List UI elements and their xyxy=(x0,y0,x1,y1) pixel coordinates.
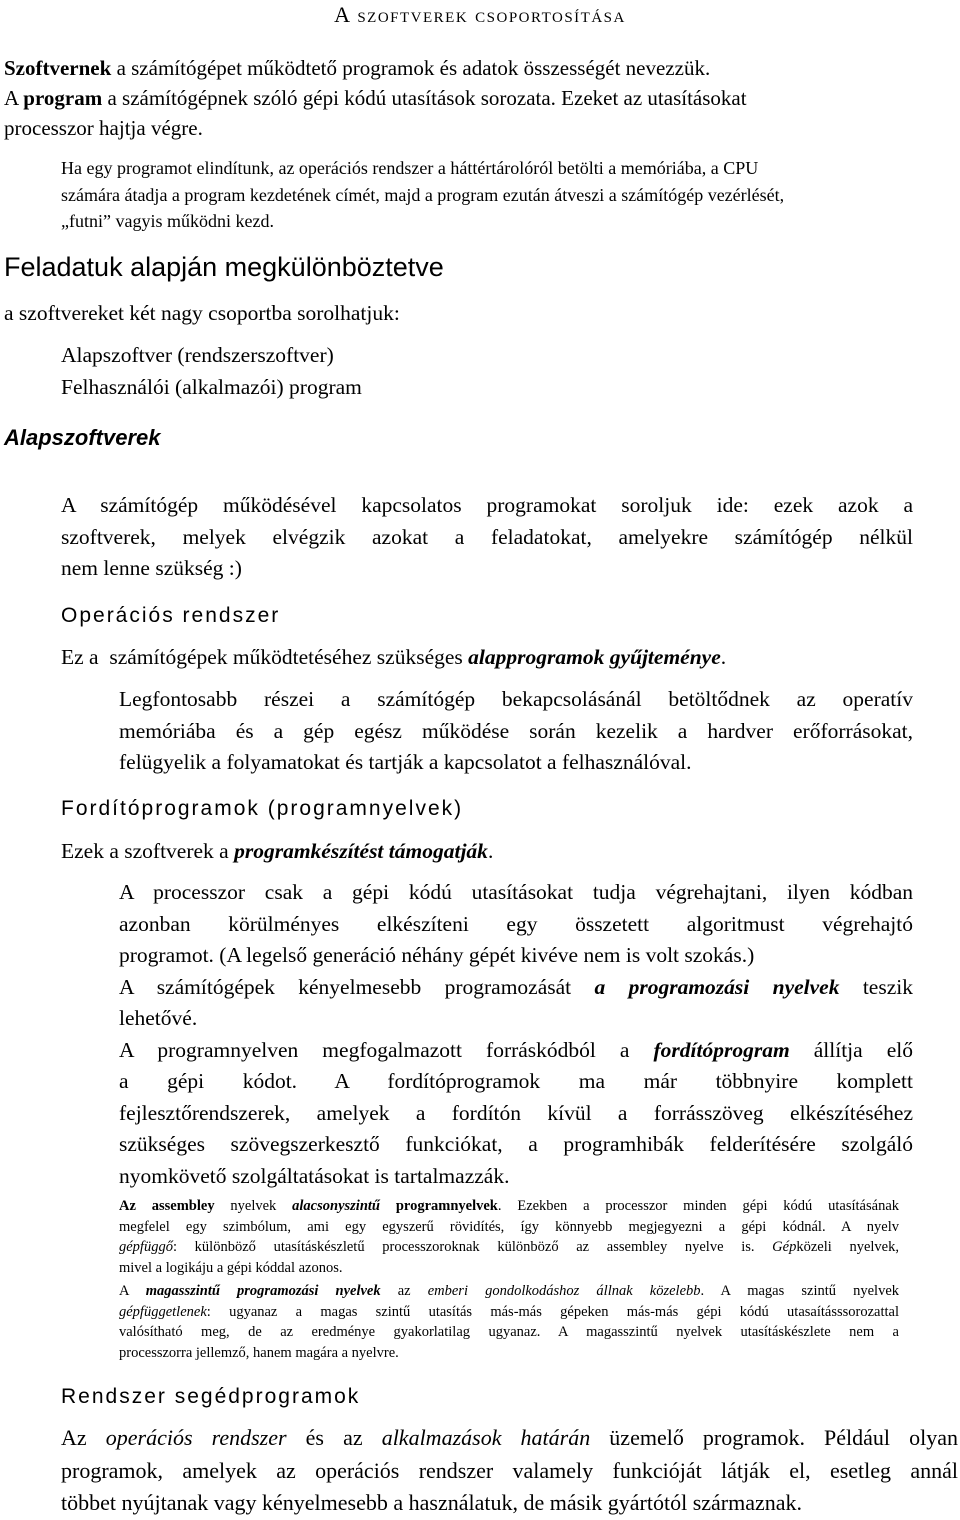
note1-text: nyelvek xyxy=(214,1198,293,1214)
intro-paragraph xyxy=(4,53,934,143)
note1-line-1-end: . Ezekben a processzor minden gépi kódú utasításának xyxy=(497,1198,899,1214)
compiler-line-6-end: állítja elő xyxy=(789,1037,913,1062)
page-title: A szoftverek csoportosítása xyxy=(334,2,626,27)
os-definition xyxy=(61,642,726,674)
note2-line-4: processzorra jellemző, hanem magára a nyelvre. xyxy=(119,1345,399,1362)
compiler-definition xyxy=(61,836,493,868)
note1-emph-gepfuggo: gépfüggő xyxy=(119,1239,173,1256)
note2-text: az xyxy=(380,1283,428,1299)
note-magasszintu xyxy=(119,1281,899,1364)
alap-line-1: A számítógép működésével kapcsolatos programokat soroljuk ide: ezek azok a xyxy=(61,493,913,517)
intro-line-2-start: A xyxy=(4,86,24,110)
note1-line-4: mivel a logikáju a gépi kóddal azonos. xyxy=(119,1260,343,1277)
compiler-def-text: Ezek a szoftverek a xyxy=(61,839,235,863)
alap-line-3: nem lenne szükség :) xyxy=(61,556,242,580)
heading-feladatuk: Feladatuk alapján megkülönböztetve xyxy=(4,252,444,282)
compiler-line-5: lehetővé. xyxy=(119,1006,198,1030)
note1-line-2: megfelel egy szimbólum, ami egy egyszerű rövidítés, így könnyebb megjegyezni a gépi kódnál. A nyelv xyxy=(119,1218,899,1235)
run-line-1: Ha egy programot elindítunk, az operációs rendszer a háttértárolóról betölti a memóriába, a CPU xyxy=(61,158,759,178)
groups-list xyxy=(61,340,362,403)
util-emph-operacios: operációs rendszer xyxy=(105,1425,287,1450)
compiler-def-emphasis: programkészítést támogatják xyxy=(234,839,488,863)
intro-term-program: program xyxy=(23,86,103,110)
compiler-def-end: . xyxy=(487,839,494,863)
compiler-emph-programozasi-nyelvek: a programozási nyelvek xyxy=(594,974,840,999)
util-line-2: programok, amelyek az operációs rendszer valamely funkcióját látják el, esetleg annál xyxy=(61,1457,958,1483)
list-item: Felhasználói (alkalmazói) program xyxy=(61,374,362,399)
os-def-emphasis: alapprogramok gyűjteménye xyxy=(468,645,721,669)
run-line-3: „futni” vagyis működni kezd. xyxy=(61,211,274,231)
compiler-line-9: szükséges szövegszerkesztő funkciókat, a programhibák felderítésére szolgáló xyxy=(119,1132,913,1156)
util-paragraph xyxy=(61,1422,958,1520)
note1-line-3-text: : különböző utasításkészletű processzoroknak különböző az assembley nyelve is. xyxy=(172,1239,773,1256)
os-line-1: Legfontosabb részei a számítógép bekapcsolásánál betöltődnek az operatív xyxy=(119,687,913,711)
note2-line-3: valósítható meg, de az eredménye gyakorlatilag ugyanaz. A magasszintű nyelvek utasításkészlete nem a xyxy=(119,1324,899,1341)
compiler-line-6 xyxy=(119,1035,913,1067)
run-line-2: számára átadja a program kezdetének címét, majd a program ezután átveszi a számítógép vezérlését, xyxy=(61,184,785,205)
os-paragraph xyxy=(119,684,913,779)
heading-alapszoftverek: Alapszoftverek xyxy=(4,425,161,450)
compiler-paragraph xyxy=(119,877,913,1192)
note2-line-1-end: . A magas szintű nyelvek xyxy=(700,1283,900,1299)
note2-line-1-start: A xyxy=(119,1283,146,1299)
note2-emph-gepfuggetlenek: gépfüggetlenek xyxy=(119,1303,207,1320)
alap-line-2: szoftverek, melyek elvégzik azokat a feladatokat, amelyekre számítógép nélkül xyxy=(61,524,913,549)
compiler-line-10: nyomkövető szolgáltatásokat is tartalmazzák. xyxy=(119,1163,510,1188)
intro-term-szoftver: Szoftvernek xyxy=(4,56,112,80)
run-paragraph xyxy=(61,155,931,235)
note1-line-3-end: közeli nyelvek, xyxy=(796,1239,899,1256)
compiler-emph-forditoprogram: fordítóprogram xyxy=(653,1037,790,1062)
util-emph-alkalmazasok: alkalmazások határán xyxy=(381,1425,591,1450)
compiler-line-8: fejlesztőrendszerek, amelyek a fordítón kívül a forrásszöveg elkészítéséhez xyxy=(119,1100,913,1125)
heading-forditoprogramok: Fordítóprogramok (programnyelvek) xyxy=(61,797,464,820)
util-line-1-mid: és az xyxy=(286,1425,382,1450)
compiler-line-6-start: A programnyelven megfogalmazott forráskódból a xyxy=(119,1037,654,1062)
compiler-line-4-start: A számítógépek kényelmesebb programozását xyxy=(119,974,595,999)
intro-line-2: a számítógépnek szóló gépi kódú utasítások sorozata. Ezeket az utasításokat xyxy=(102,86,747,110)
compiler-line-2: azonban körülményes elkészíteni egy összetett algoritmust végrehajtó xyxy=(119,911,913,936)
os-line-2: memóriába és a gép egész működése során kezelik a hardver erőforrásokat, xyxy=(119,718,913,743)
os-def-text: Ez a számítógépek működtetéséhez szükséges xyxy=(61,645,469,669)
heading-operacios-rendszer: Operációs rendszer xyxy=(61,604,281,627)
util-line-1-start: Az xyxy=(61,1425,106,1450)
util-line-1-end: üzemelő programok. Például olyan xyxy=(590,1425,958,1450)
note2-emph-emberi: emberi gondolkodáshoz állnak közelebb xyxy=(427,1283,701,1299)
note1-term-programnyelvek: programnyelvek xyxy=(380,1198,498,1214)
os-def-end: . xyxy=(720,645,727,669)
compiler-line-1: A processzor csak a gépi kódú utasításokat tudja végrehajtani, ilyen kódban xyxy=(119,880,913,904)
list-item: Alapszoftver (rendszerszoftver) xyxy=(61,343,334,367)
note2-emph-magasszintu: magasszintű programozási nyelvek xyxy=(145,1283,381,1299)
intro-line-3: processzor hajtja végre. xyxy=(4,116,203,140)
note-assembly xyxy=(119,1196,899,1279)
os-line-3: felügyelik a folyamatokat és tartják a kapcsolatot a felhasználóval. xyxy=(119,750,692,774)
compiler-line-3: programot. (A legelső generáció néhány gépét kivéve nem is volt szokás.) xyxy=(119,943,755,967)
groups-intro: a szoftvereket két nagy csoportba sorolhatjuk: xyxy=(4,301,400,325)
compiler-line-4 xyxy=(119,972,913,1004)
note2-line-2-text: : ugyanaz a magas szintű utasítás más-más gépeken más-más gépi kódú utasaításssorozattal xyxy=(206,1303,899,1320)
compiler-line-7: a gépi kódot. A fordítóprogramok ma már többnyire komplett xyxy=(119,1069,913,1093)
compiler-line-4-end: teszik xyxy=(839,974,913,999)
heading-rendszer-segedprogramok: Rendszer segédprogramok xyxy=(61,1385,361,1408)
note1-emph-gep: Gép xyxy=(772,1239,797,1256)
note1-term-assembley: Az assembley xyxy=(119,1198,215,1214)
util-line-3: többet nyújtanak vagy kényelmesebb a használatuk, de másik gyártótól származnak. xyxy=(61,1490,803,1515)
alap-paragraph xyxy=(61,490,913,585)
intro-line-1: a számítógépet működtető programok és adatok összességét nevezzük. xyxy=(111,56,711,80)
note1-emph-alacsonyszintu: alacsonyszintű xyxy=(292,1198,380,1214)
